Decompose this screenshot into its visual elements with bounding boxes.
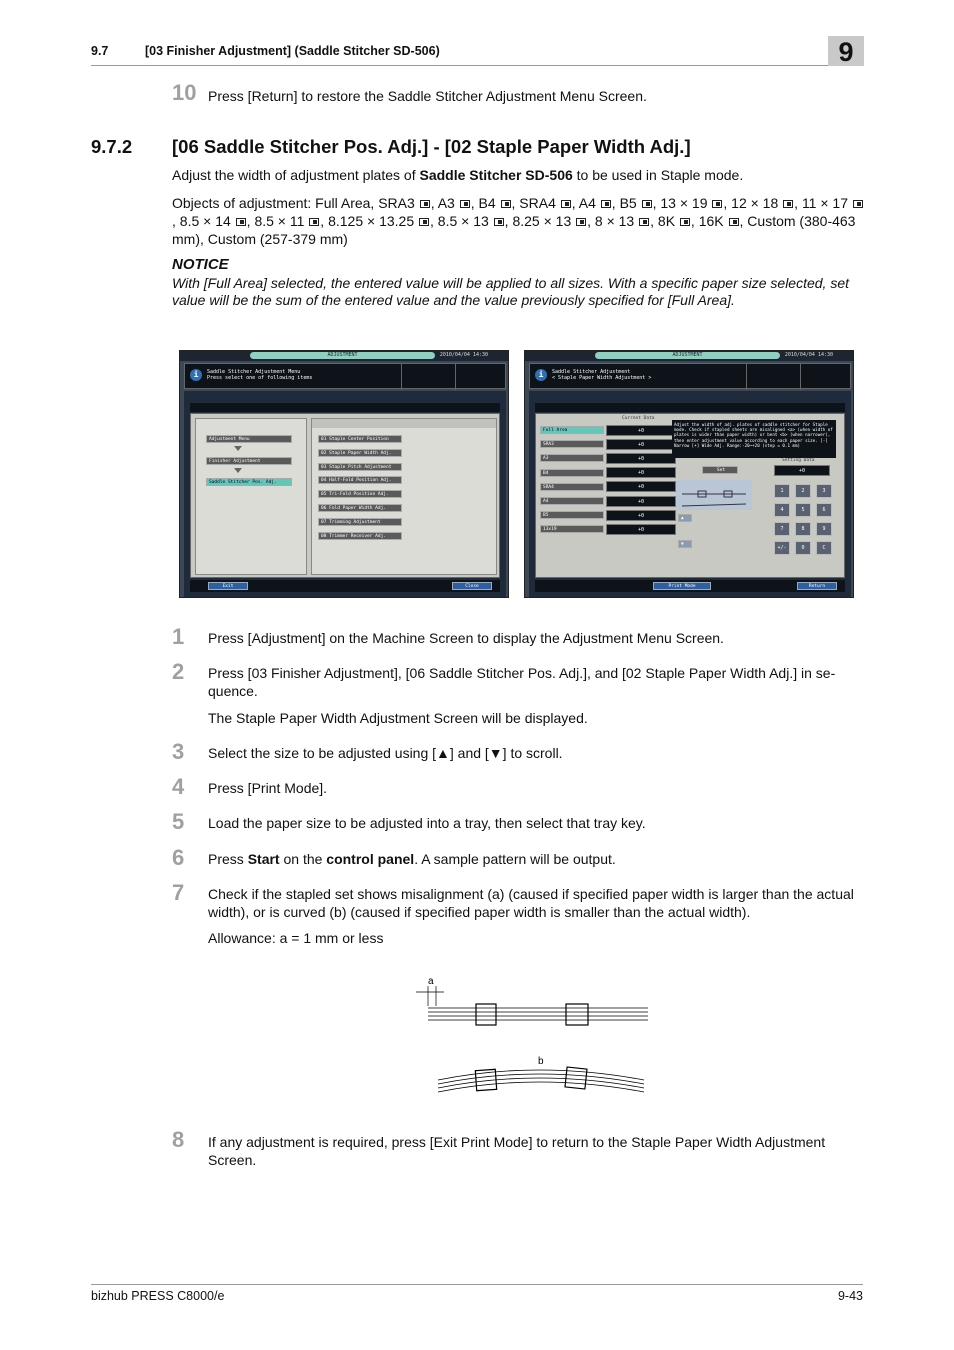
screen1-subtitle: Press select one of following items	[207, 375, 313, 381]
size-button[interactable]: SRA4	[540, 483, 604, 491]
staple-misalignment-diagram	[414, 972, 654, 1100]
paper-orientation-icon	[642, 200, 652, 208]
submenu-item-button[interactable]: 02 Staple Paper Width Adj.	[318, 449, 402, 457]
paper-orientation-icon	[576, 218, 586, 226]
screen2-title: Saddle Stitcher Adjustment	[552, 369, 631, 375]
current-data-label: Current Data	[622, 416, 655, 421]
step-7-number: 7	[172, 880, 185, 905]
notice-title: NOTICE	[172, 256, 229, 273]
screen2-panel	[529, 391, 851, 597]
header-divider	[401, 364, 402, 390]
size-button[interactable]: A4	[540, 497, 604, 505]
submenu-header	[312, 419, 496, 428]
screen2-title-block	[552, 369, 651, 381]
paper-size-item: A4	[578, 195, 596, 211]
size-button[interactable]: A3	[540, 454, 604, 462]
step-8-number: 8	[172, 1127, 185, 1152]
screen1-datetime: 2010/04/04 14:30	[439, 352, 488, 358]
intro-bold: Saddle Stitcher SD-506	[419, 167, 573, 183]
step-10-number: 10	[172, 80, 197, 105]
keypad-key[interactable]: 7	[774, 522, 790, 536]
keypad-key[interactable]: 0	[795, 541, 811, 555]
step-7-text: Check if the stapled set shows misalignment (a) (caused if specified paper width is larger than the actual width), or is curved (b) (caused if specified paper width is smaller than the actual width).	[208, 886, 854, 920]
paper-orientation-icon	[236, 218, 246, 226]
return-button[interactable]: Return	[797, 582, 837, 590]
keypad-key[interactable]: 9	[816, 522, 832, 536]
staple-sample-icon	[676, 480, 752, 510]
size-button[interactable]: B5	[540, 511, 604, 519]
keypad-key[interactable]: 6	[816, 503, 832, 517]
paper-orientation-icon	[420, 200, 430, 208]
screen1-titlebar	[190, 403, 500, 412]
step-2-text: Press [03 Finisher Adjustment], [06 Saddle Stitcher Pos. Adj.], and [02 Staple Paper Width Adj.] in se-quence.	[208, 665, 836, 699]
paper-size-item: 8.125 × 13.25	[328, 213, 415, 229]
label-b: b	[538, 1056, 544, 1067]
step-6-number: 6	[172, 845, 185, 870]
current-value: +0	[606, 439, 676, 450]
size-button[interactable]: SRA3	[540, 440, 604, 448]
screen2-titlebar	[535, 403, 845, 412]
screen1-body	[190, 413, 500, 578]
keypad-key[interactable]: 2	[795, 484, 811, 498]
screen1-title: Saddle Stitcher Adjustment Menu	[207, 369, 301, 375]
paper-size-item: SRA4	[519, 195, 556, 211]
step-1-number: 1	[172, 624, 185, 649]
step-3-text: Select the size to be adjusted using [▲] and [▼] to scroll.	[208, 745, 563, 761]
intro-post: to be used in Staple mode.	[572, 167, 744, 183]
screen1-status-bar	[180, 351, 508, 361]
screen1-header	[184, 363, 506, 389]
paper-orientation-icon	[729, 218, 739, 226]
paper-size-item: 8.25 × 13	[512, 213, 572, 229]
current-value: +0	[606, 524, 676, 535]
setting-data-label: Setting Data	[782, 458, 815, 463]
paper-orientation-icon	[712, 200, 722, 208]
submenu-item-button[interactable]: 01 Staple Center Position	[318, 435, 402, 443]
objects-paragraph	[172, 194, 864, 248]
section-number: 9.7.2	[91, 136, 133, 157]
current-value: +0	[606, 481, 676, 492]
paper-orientation-icon	[460, 200, 470, 208]
current-value: +0	[606, 496, 676, 507]
footer-page-number: 9-43	[837, 1289, 863, 1303]
down-arrow-icon	[234, 446, 242, 451]
paper-size-item: 16K	[698, 213, 724, 229]
current-value: +0	[606, 467, 676, 478]
section-heading: [06 Saddle Stitcher Pos. Adj.] - [02 Staple Paper Width Adj.]	[172, 136, 691, 157]
step-3-number: 3	[172, 739, 185, 764]
screen1-mode-pill: ADJUSTMENT	[250, 352, 435, 359]
screen2-mode-pill: ADJUSTMENT	[595, 352, 780, 359]
step-6-bold-panel: control panel	[326, 851, 415, 867]
paper-size-item: B5	[619, 195, 637, 211]
current-value: +0	[606, 425, 676, 436]
step-2-number: 2	[172, 659, 185, 684]
size-button[interactable]: Full Area	[540, 426, 604, 434]
paper-size-item: 8 × 13	[594, 213, 635, 229]
header-divider	[746, 364, 747, 390]
step-1-text: Press [Adjustment] on the Machine Screen to display the Adjustment Menu Screen.	[208, 630, 724, 646]
adjustment-menu-button[interactable]: Adjustment Menu	[206, 435, 292, 443]
setting-value: +0	[774, 465, 830, 476]
paper-orientation-icon	[853, 200, 863, 208]
paper-size-item: B4	[478, 195, 496, 211]
screen1-footer	[190, 580, 500, 592]
intro-pre: Adjust the width of adjustment plates of	[172, 167, 420, 183]
footer-product: bizhub PRESS C8000/e	[91, 1289, 225, 1303]
header-section-number: 9.7	[91, 44, 109, 58]
screen1-panel	[184, 391, 506, 597]
paper-orientation-icon	[561, 200, 571, 208]
submenu-column	[311, 418, 497, 575]
screen2-datetime: 2010/04/04 14:30	[784, 352, 833, 358]
keypad-key[interactable]: 1	[774, 484, 790, 498]
header-divider	[800, 364, 801, 390]
intro-paragraph	[172, 166, 864, 184]
paper-size-item: 12 × 18	[731, 195, 779, 211]
paper-orientation-icon	[639, 218, 649, 226]
paper-size-item: 11 × 17	[801, 195, 848, 211]
current-value: +0	[606, 510, 676, 521]
paper-orientation-icon	[783, 200, 793, 208]
scroll-up-button[interactable]: ▲	[678, 514, 692, 522]
submenu-item-button[interactable]: 05 Tri-Fold Position Adj.	[318, 490, 402, 498]
step-5-number: 5	[172, 809, 185, 834]
paper-orientation-icon	[494, 218, 504, 226]
step-2-subtext: The Staple Paper Width Adjustment Screen will be displayed.	[208, 710, 588, 726]
screen1-title-block	[207, 369, 312, 381]
finisher-adjustment-button[interactable]: Finisher Adjustment	[206, 457, 292, 465]
keypad-key[interactable]: 5	[795, 503, 811, 517]
objects-lead: Objects of adjustment: Full Area,	[172, 195, 379, 211]
step-6-bold-start: Start	[247, 851, 280, 867]
current-value: +0	[606, 453, 676, 464]
screen2-body	[535, 413, 845, 578]
paper-size-item: 8K	[657, 213, 676, 229]
paper-size-item: A3	[437, 195, 455, 211]
step-8-text: If any adjustment is required, press [Exit Print Mode] to return to the Staple Paper Width Adjustment Screen.	[208, 1134, 826, 1168]
screen2-status-bar	[525, 351, 853, 361]
size-button[interactable]: B4	[540, 469, 604, 477]
step-5-text: Load the paper size to be adjusted into a tray, then select that tray key.	[208, 815, 646, 831]
step-10-text: Press [Return] to restore the Saddle Stitcher Adjustment Menu Screen.	[208, 88, 647, 104]
submenu-item-button[interactable]: 06 Fold Paper Width Adj.	[318, 504, 402, 512]
paper-size-item: 8.5 × 11	[254, 213, 305, 229]
info-icon: i	[535, 369, 547, 381]
keypad-key[interactable]: 4	[774, 503, 790, 517]
step-4-text: Press [Print Mode].	[208, 780, 328, 796]
print-mode-button[interactable]: Print Mode	[653, 582, 711, 590]
chapter-badge: 9	[828, 36, 864, 66]
scroll-down-button[interactable]: ▼	[678, 540, 692, 548]
step-6-post: . A sample pattern will be output.	[414, 851, 616, 867]
paper-orientation-icon	[419, 218, 429, 226]
step-6-mid: on the	[279, 851, 327, 867]
paper-size-item: 8.5 × 13	[437, 213, 489, 229]
step-6-pre: Press	[208, 851, 248, 867]
paper-orientation-icon	[501, 200, 511, 208]
staple-width-screenshot	[524, 350, 854, 598]
page-header	[91, 42, 863, 66]
header-title: [03 Finisher Adjustment] (Saddle Stitcher SD-506)	[145, 44, 440, 58]
screen2-subtitle: < Staple Paper Width Adjustment >	[552, 375, 652, 381]
help-text: Adjust the width of adj. plates of saddle stitcher for Staple mode. Check if stapled sheets are misaligned <a> (when width of plates is wider than paper width) or bent <b> (when narrower), then enter adjustment value according to each paper size. [-] Narrow [+] Wide Adj. Range:-20~+20 (step = 0.1 mm)	[672, 420, 836, 458]
submenu-item-button[interactable]: 08 Trimmer Receiver Adj.	[318, 532, 402, 540]
paper-orientation-icon	[680, 218, 690, 226]
step-4-number: 4	[172, 774, 185, 799]
set-button[interactable]: Set	[702, 466, 738, 474]
adjustment-menu-screenshot	[179, 350, 509, 598]
allowance-text: Allowance: a = 1 mm or less	[208, 930, 384, 946]
keypad-key[interactable]: C	[816, 541, 832, 555]
paper-size-item: 13 × 19	[660, 195, 708, 211]
paper-orientation-icon	[601, 200, 611, 208]
header-divider	[455, 364, 456, 390]
keypad-key[interactable]: +/-	[774, 541, 790, 555]
page-footer	[91, 1284, 863, 1303]
submenu-item-button[interactable]: 03 Staple Pitch Adjustment	[318, 463, 402, 471]
info-icon: i	[190, 369, 202, 381]
paper-orientation-icon	[309, 218, 319, 226]
submenu-item-button[interactable]: 07 Trimming Adjustment	[318, 518, 402, 526]
screen2-header	[529, 363, 851, 389]
exit-button[interactable]: Exit	[208, 582, 248, 590]
keypad-key[interactable]: 8	[795, 522, 811, 536]
submenu-item-button[interactable]: 04 Half-Fold Position Adj.	[318, 476, 402, 484]
notice-text: With [Full Area] selected, the entered value will be applied to all sizes. With a specific paper size selected, set value will be the sum of the entered value and the value previously specified for [Full Area].	[172, 275, 850, 308]
paper-size-item: 8.5 × 14	[179, 213, 231, 229]
objects-tail: Custom (380-463 mm), Custom (257-379 mm)	[172, 213, 856, 247]
size-button[interactable]: 13x19	[540, 525, 604, 533]
menu-path-column	[195, 418, 307, 575]
paper-size-item: SRA3	[378, 195, 415, 211]
down-arrow-icon	[234, 468, 242, 473]
label-a: a	[428, 976, 434, 987]
screen2-footer	[535, 580, 845, 592]
close-button[interactable]: Close	[452, 582, 492, 590]
objects-items: SRA3 , A3 , B4 , SRA4 , A4 , B5 , 13 × 19 , 12 × 18 , 11 × 17 , 8.5 × 14 , 8.5 × 11 , 8.125 × 13.25 , 8.5 × 13 , 8.25 × 13 , 8 × 13 , 8K , 16K ,	[172, 195, 864, 229]
step-6-text	[208, 850, 864, 868]
saddle-stitcher-pos-adj-button[interactable]: Saddle Stitcher Pos. Adj.	[206, 478, 292, 486]
keypad-key[interactable]: 3	[816, 484, 832, 498]
